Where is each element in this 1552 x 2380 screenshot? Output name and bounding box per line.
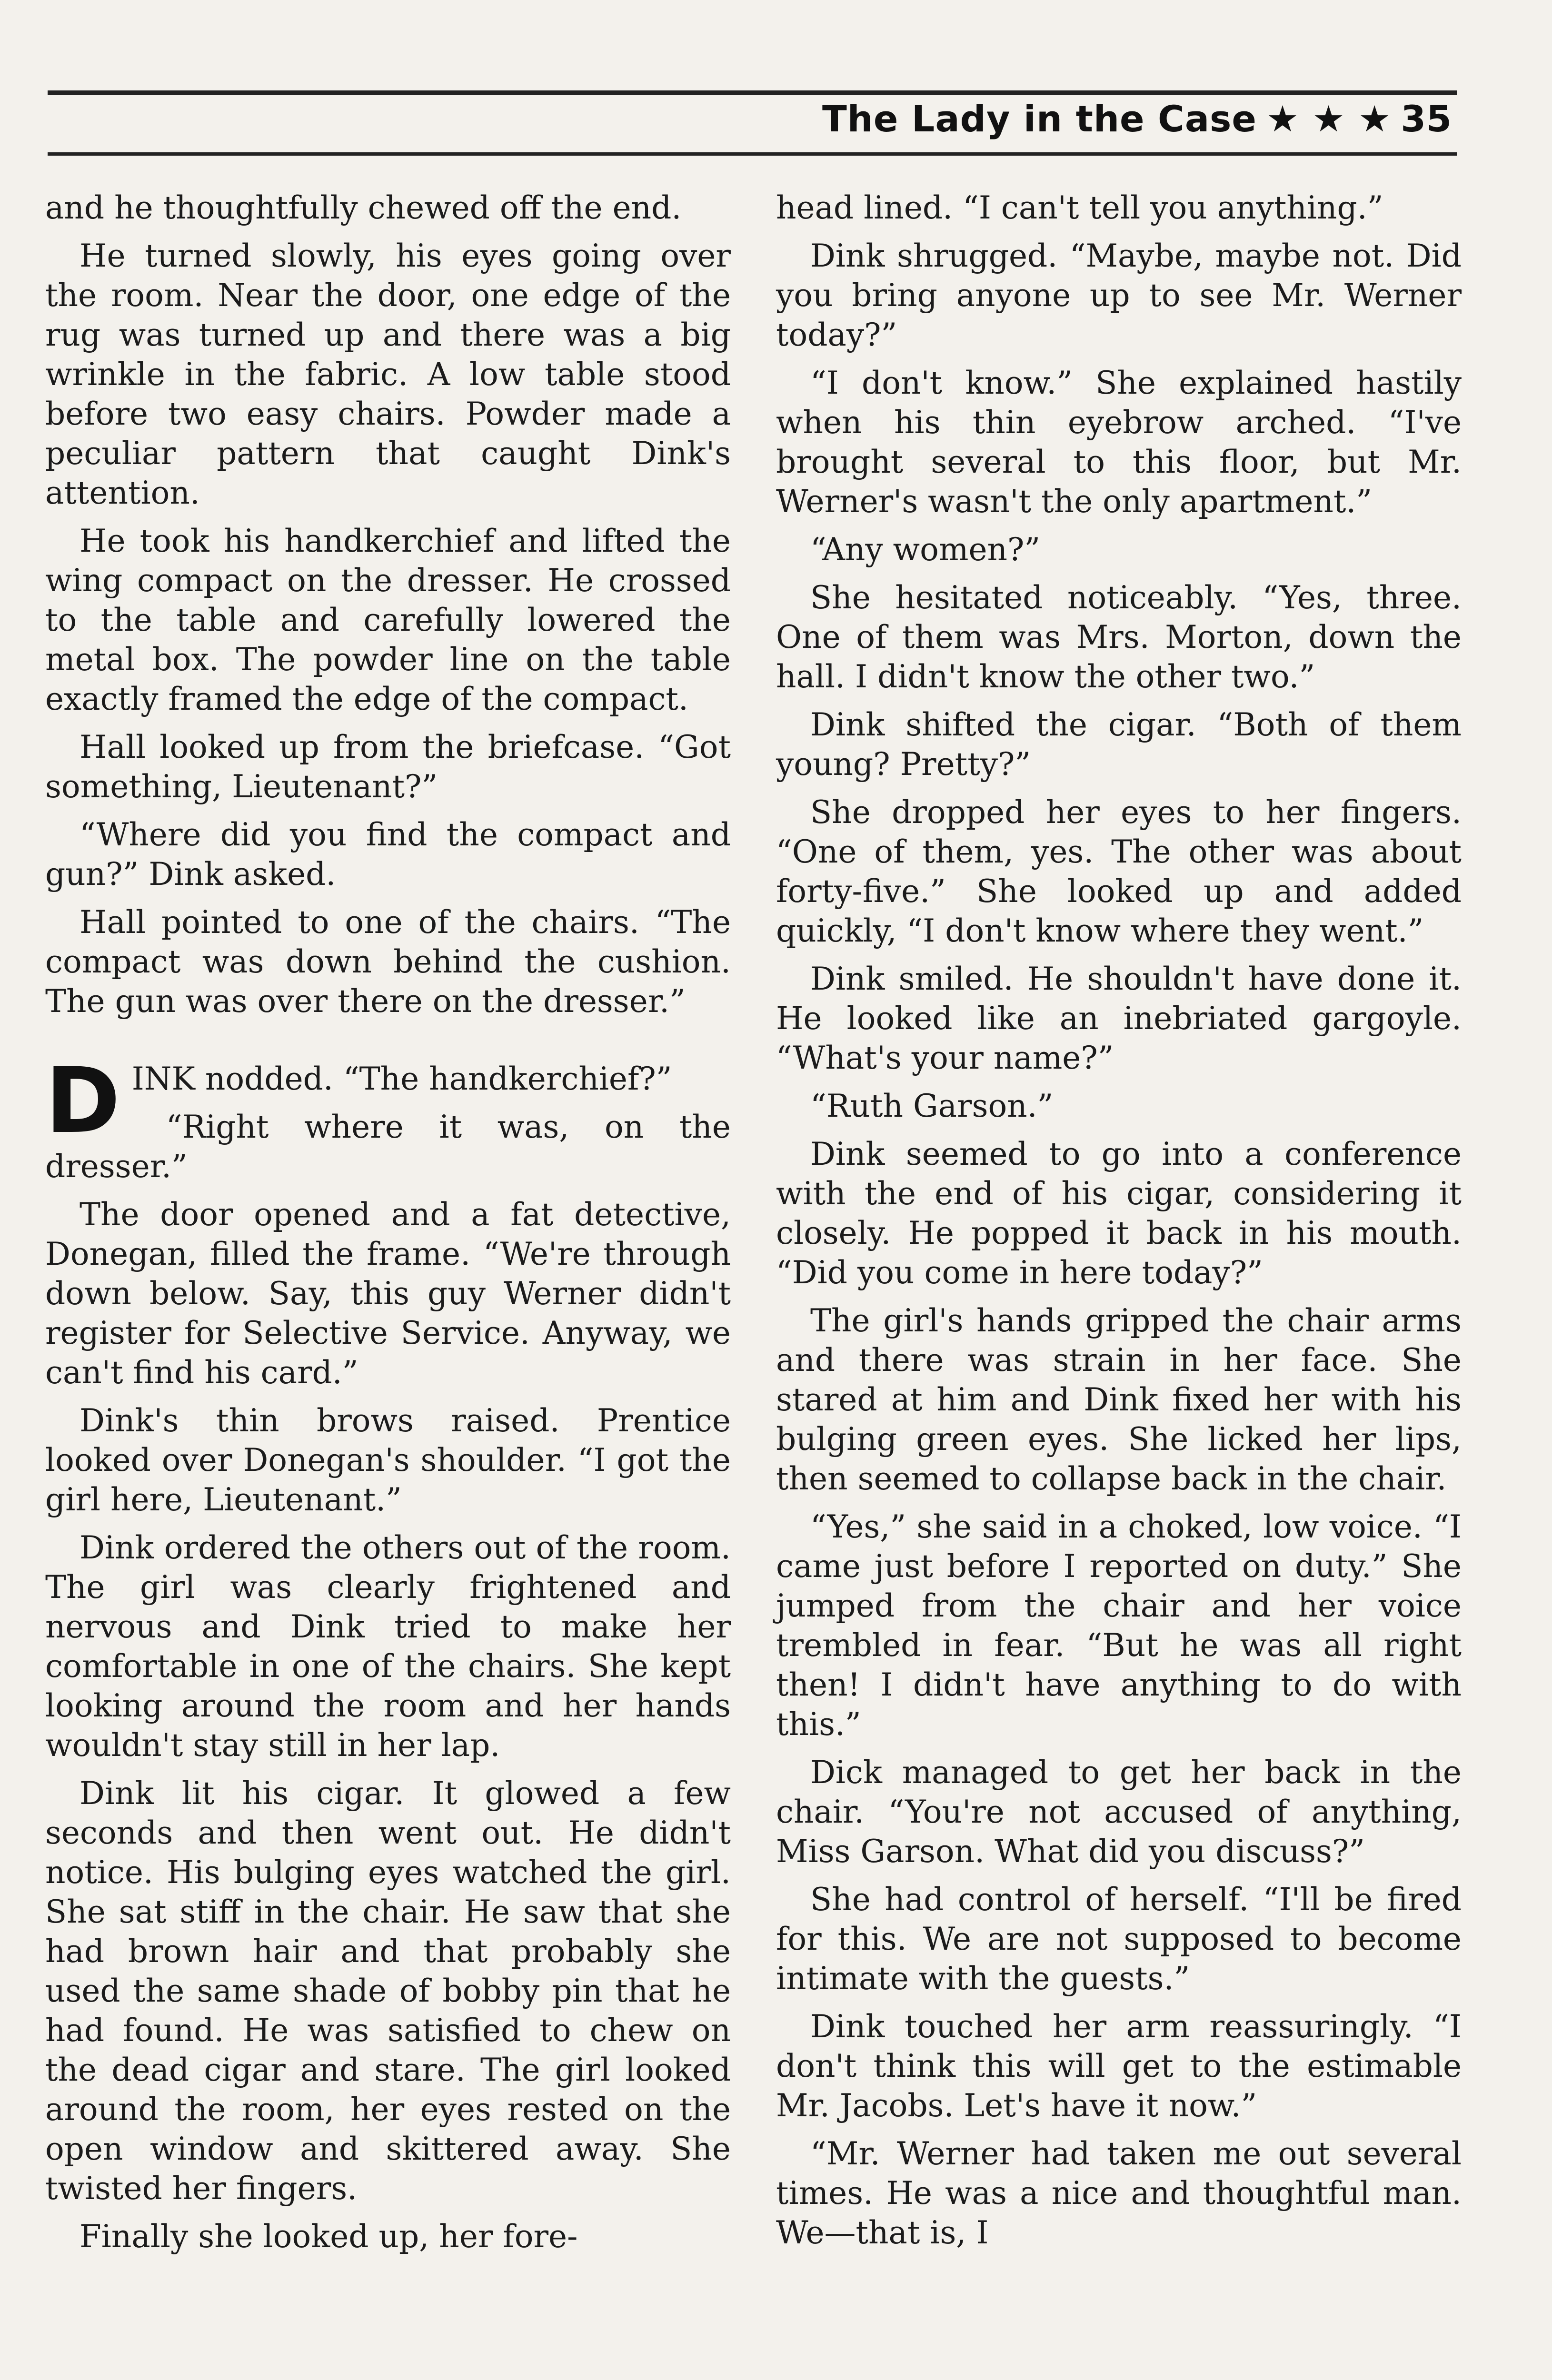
- paragraph: He turned slowly, his eyes going over the room. Near the door, one edge of the rug was turned up and there was a big wrinkle in the fabric. A low table stood before two easy chairs. Powder made a peculiar pattern that caught Dink's attention.: [45, 238, 731, 511]
- star-rating-icon: ★ ★ ★: [1266, 98, 1392, 140]
- paragraph: “I don't know.” She explained hastily when his thin eyebrow arched. “I've brought several to this floor, but Mr. Werner's wasn't the only apartment.”: [776, 365, 1462, 520]
- paragraph: The girl's hands gripped the chair arms and there was strain in her face. She stared at him and Dink fixed her with his bulging green eyes. She licked her lips, then seemed to collapse back in the chair.: [776, 1302, 1462, 1497]
- header-rule: [48, 152, 1457, 156]
- paragraph: “Right where it was, on the dresser.”: [45, 1109, 731, 1185]
- paragraph: Hall pointed to one of the chairs. “The compact was down behind the cushion. The gun was over there on the dresser.”: [45, 904, 731, 1020]
- paragraph: “Any women?”: [810, 531, 1041, 568]
- paragraph: “Yes,” she said in a choked, low voice. “I came just before I reported on duty.” She jumped from the chair and her voice trembled in fear. “But he was all right then! I didn't have anything to do with this.”: [776, 1508, 1462, 1743]
- paragraph: Dink lit his cigar. It glowed a few seconds and then went out. He didn't notice. His bulging eyes watched the girl. She sat stiff in the chair. He saw that she had brown hair and that probably she used the same shade of bobby pin that he had found. He was satisfied to chew on the dead cigar and stare. The girl looked around the room, her eyes rested on the open window and skittered away. She twisted her fingers.: [45, 1775, 731, 2207]
- paragraph: Dink seemed to go into a conference with the end of his cigar, considering it closely. He popped it back in his mouth. “Did you come in here today?”: [776, 1136, 1462, 1291]
- paragraph: The door opened and a fat detective, Donegan, filled the frame. “We're through down below. Say, this guy Werner didn't register for Selective Service. Anyway, we can't find his card.”: [45, 1196, 731, 1391]
- top-rule: [48, 90, 1457, 95]
- right-column: [776, 188, 1462, 2261]
- running-head: [822, 98, 1452, 140]
- paragraph: Dink ordered the others out of the room. The girl was clearly frightened and nervous and Dink tried to make her comfortable in one of the chairs. She kept looking around the room and her hands wouldn't stay still in her lap.: [45, 1529, 731, 1764]
- paragraph: Dink shifted the cigar. “Both of them young? Pretty?”: [776, 706, 1462, 783]
- paragraph: Finally she looked up, her fore-: [80, 2218, 578, 2255]
- page-number: 35: [1401, 98, 1452, 140]
- paragraph: “Mr. Werner had taken me out several times. He was a nice and thoughtful man. We—that is, I: [776, 2135, 1462, 2251]
- paragraph: She had control of herself. “I'll be fired for this. We are not supposed to become intimate with the guests.”: [776, 1881, 1462, 1997]
- paragraph: She dropped her eyes to her fingers. “One of them, yes. The other was about forty-five.” She looked up and added quickly, “I don't know where they went.”: [776, 794, 1462, 949]
- paragraph: Hall looked up from the briefcase. “Got something, Lieutenant?”: [45, 729, 731, 805]
- paragraph-text: INK nodded. “The handkerchief?”: [131, 1061, 672, 1097]
- story-title: The Lady in the Case: [822, 98, 1257, 140]
- left-column: [45, 188, 731, 2265]
- paragraph: “Where did you find the compact and gun?” Dink asked.: [45, 816, 731, 892]
- paragraph: Dink shrugged. “Maybe, maybe not. Did you bring anyone up to see Mr. Werner today?”: [776, 238, 1462, 353]
- paragraph: “Ruth Garson.”: [810, 1088, 1054, 1124]
- paragraph: Dink touched her arm reassuringly. “I don't think this will get to the estimable Mr. Jacobs. Let's have it now.”: [776, 2008, 1462, 2124]
- paragraph: She hesitated noticeably. “Yes, three. One of them was Mrs. Morton, down the hall. I didn't know the other two.”: [776, 579, 1462, 695]
- paragraph: head lined. “I can't tell you anything.”: [776, 189, 1383, 226]
- paragraph: and he thoughtfully chewed off the end.: [45, 189, 682, 226]
- drop-cap: D: [45, 1048, 120, 1153]
- paragraph: He took his handkerchief and lifted the wing compact on the dresser. He crossed to the table and carefully lowered the metal box. The powder line on the table exactly framed the edge of the compact.: [45, 523, 731, 717]
- paragraph: Dick managed to get her back in the chair. “You're not accused of anything, Miss Garson. What did you discuss?”: [776, 1754, 1462, 1870]
- paragraph: Dink smiled. He shouldn't have done it. He looked like an inebriated gargoyle. “What's your name?”: [776, 961, 1462, 1076]
- paragraph: Dink's thin brows raised. Prentice looked over Donegan's shoulder. “I got the girl here, Lieutenant.”: [45, 1402, 731, 1518]
